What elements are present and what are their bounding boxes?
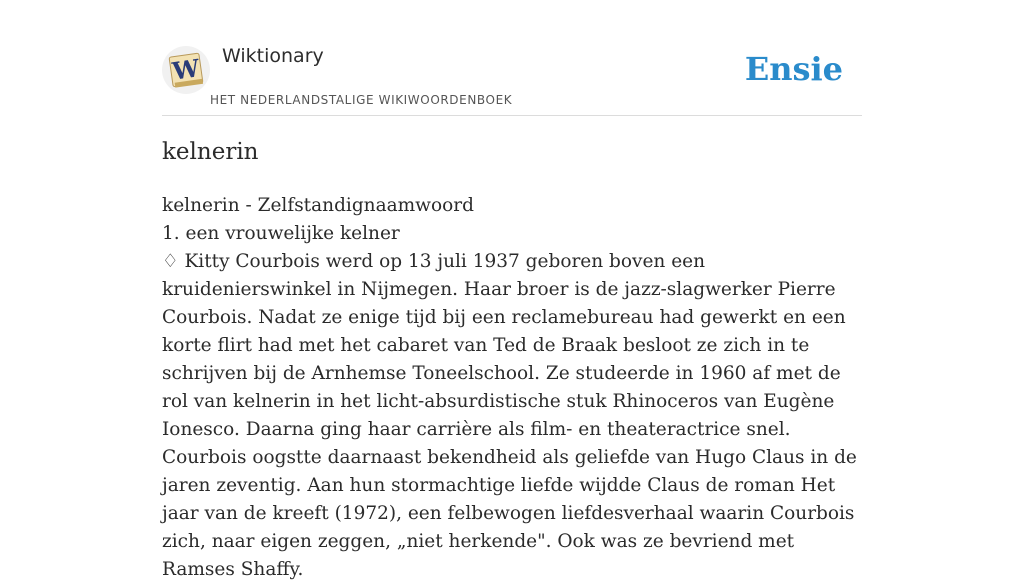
logo-letter: W: [170, 53, 202, 86]
site-name[interactable]: Wiktionary: [222, 45, 324, 67]
entry-content: [162, 192, 868, 584]
page-title: kelnerin: [162, 139, 259, 165]
definition: 1. een vrouwelijke kelner: [162, 223, 400, 244]
wiktionary-logo-icon[interactable]: [162, 46, 210, 94]
part-of-speech-line: kelnerin - Zelfstandignaamwoord: [162, 195, 474, 216]
wiktionary-tile-icon: [162, 46, 210, 94]
example-paragraph: ♢ Kitty Courbois werd op 13 juli 1937 geboren boven een kruidenierswinkel in Nijmegen. Haar broer is de jazz-slagwerker Pierre Courbois. Nadat ze enige tijd bij een reclamebureau had gewerkt en een korte flirt had met het cabaret van Ted de Braak besloot ze zich in te schrijven bij de Arnhemse Toneelschool. Ze studeerde in 1960 af met de rol van kelnerin in het licht-absurdistische stuk Rhinoceros van Eugène Ionesco. Daarna ging haar carrière als film- en theateractrice snel. Courbois oogstte daarnaast bekendheid als geliefde van Hugo Claus in de jaren zeventig. Aan hun stormachtige liefde wijdde Claus de roman Het jaar van de kreeft (1972), een felbewogen liefdesverhaal waarin Courbois zich, naar eigen zeggen, „niet herkende". Ook was ze bevriend met Ramses Shaffy.: [162, 251, 857, 580]
header-divider: [162, 115, 862, 116]
site-subtitle: HET NEDERLANDSTALIGE WIKIWOORDENBOEK: [210, 93, 513, 107]
ensie-brand-logo[interactable]: Ensie: [744, 50, 843, 88]
